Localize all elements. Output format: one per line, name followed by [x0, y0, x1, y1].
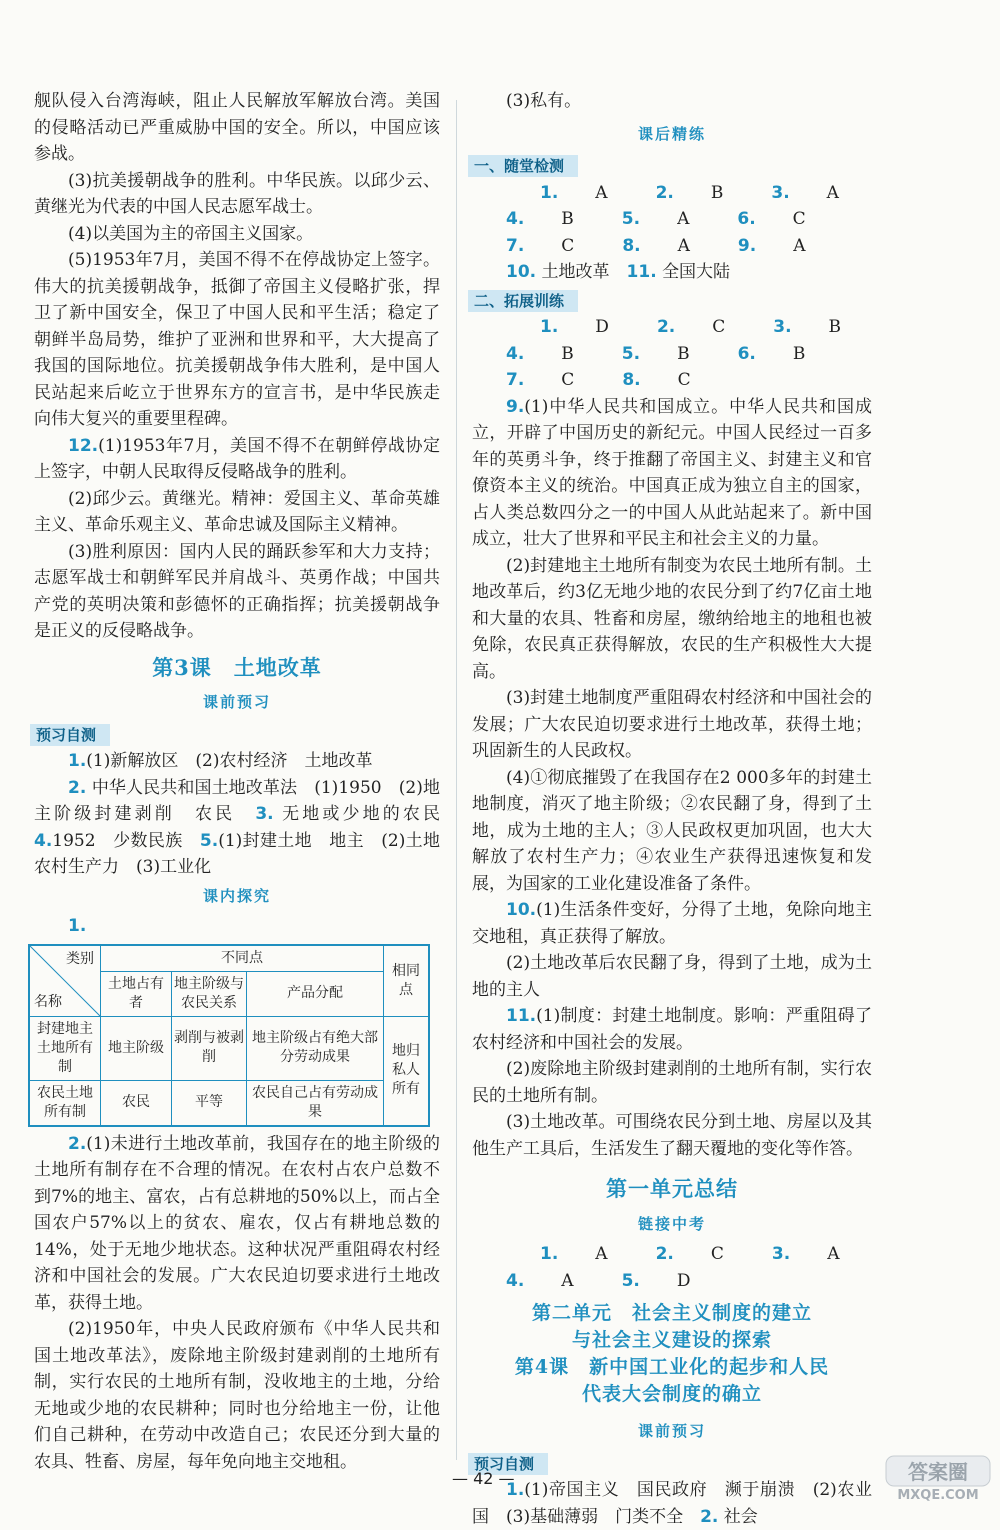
- paragraph: (3)抗美援朝战争的胜利。中华民族。以邱少云、黄继光为代表的中国人民志愿军战士。: [34, 170, 440, 217]
- answer-item: [588, 233, 690, 260]
- table-row: [29, 1016, 429, 1080]
- answer-item: [472, 206, 574, 233]
- paragraph: (4)以美国为主的帝国主义国家。: [68, 223, 314, 244]
- question-number: 2.: [655, 182, 674, 203]
- left-column: [34, 88, 458, 1475]
- paragraph: 舰队侵入台湾海峡，阻止人民解放军解放台湾。美国的侵略活动已严重威胁中国的安全。所以，中国应该参战。: [34, 91, 440, 164]
- question-number: 9.: [506, 396, 525, 417]
- question-number: 1.: [68, 916, 87, 936]
- answer-item: [738, 1241, 840, 1268]
- answer-item: [588, 367, 690, 394]
- answer-letter: B: [828, 317, 842, 337]
- answer-letter: B: [561, 343, 574, 364]
- header-same: 相同点: [384, 945, 430, 1017]
- answer-item: [472, 233, 574, 260]
- question-number: 3.: [771, 182, 790, 203]
- answer-item: [704, 233, 806, 260]
- answer-line-10-11: [472, 259, 872, 286]
- question-number: 11.: [626, 262, 657, 282]
- table-cell: 剥削与被剥削: [172, 1016, 247, 1080]
- answer-item: [588, 1268, 691, 1295]
- paragraph: (2)土地改革后农民翻了身，得到了土地，成为土地的主人: [472, 953, 872, 1000]
- answer-text: 中华人民共和国土地改革法 (1)1950 (2)地主阶级封建剥削 农民: [34, 777, 440, 824]
- answer-letter: B: [792, 343, 806, 364]
- answer-item: [588, 341, 690, 368]
- answer-letter: A: [595, 1244, 608, 1264]
- answer-list-1: [472, 180, 872, 260]
- question-number: 10.: [506, 262, 537, 282]
- question-number: 2.: [68, 1133, 87, 1154]
- answer-item: [622, 180, 724, 207]
- answer-letter: C: [792, 209, 806, 229]
- section-title-link-exam: 链接中考: [637, 1214, 706, 1233]
- answer-letter: A: [826, 182, 839, 203]
- question-number: 5.: [621, 209, 641, 229]
- question-number: 3.: [773, 317, 792, 337]
- answer-text: 社会: [723, 1506, 758, 1527]
- column-divider: [456, 100, 457, 1460]
- comparison-table: [28, 944, 430, 1127]
- question-number: 1.: [506, 1480, 525, 1500]
- answer-item: [506, 314, 609, 341]
- question-number: 5.: [621, 343, 641, 364]
- section-title-in-class: 课内探究: [202, 886, 271, 905]
- answer-item: [737, 180, 839, 207]
- answer-item: [703, 206, 805, 233]
- question-number: 3.: [771, 1244, 791, 1264]
- question-number: 4.: [506, 209, 525, 229]
- answer-item: [623, 314, 725, 341]
- table-cell: 平等: [172, 1080, 247, 1126]
- answer-item: [622, 1241, 724, 1268]
- corner-label-name: 名称: [34, 993, 62, 1010]
- answer-text: (1)制度：封建土地制度。影响：严重阻碍了农村经济和中国社会的发展。: [472, 1006, 872, 1053]
- answer-text: 1952 少数民族: [52, 830, 183, 851]
- question-number: 1.: [68, 751, 87, 771]
- answer-item: [739, 314, 841, 341]
- answer-letter: C: [561, 235, 575, 256]
- preview-q1: [34, 748, 440, 775]
- question-number: 9.: [737, 235, 757, 256]
- section-title-pre-preview: 课前预习: [202, 693, 271, 711]
- table-corner-cell: [29, 945, 101, 1017]
- paragraph: (3)土地改革。可围绕农民分到土地、房屋以及其他生产工具后，生活发生了翻天覆地的变化等作答。: [472, 1112, 872, 1159]
- lesson-4-title-line2: 代表大会制度的确立: [581, 1383, 762, 1405]
- unit-2-title-line2: 与社会主义建设的探索: [571, 1329, 772, 1351]
- paragraph: (2)1950年，中央人民政府颁布《中华人民共和国土地改革法》，废除地主阶级封建剥削的土地所有制，实行农民的土地所有制，没收地主的土地，分给无地或少地的农民耕种；同时也分给地主一份，让他们自己耕种，在劳动中改造自己；农民还分到大量的农具、牲畜、房屋，每年免向地主交地租。: [34, 1319, 440, 1472]
- question-number: 7.: [506, 235, 525, 256]
- question-number: 11.: [506, 1006, 537, 1026]
- answer-letter: C: [561, 370, 575, 390]
- paragraph: (3)封建土地制度严重阻碍农村经济和中国社会的发展；广大农民迫切要求进行土地改革，获得土地；巩固新生的人民政权。: [472, 688, 872, 761]
- answer-item: [704, 341, 806, 368]
- answer-letter: C: [710, 1244, 724, 1264]
- answer-text: (1)生活条件变好，分得了土地，免除向地主交地租，真正获得了解放。: [472, 900, 872, 947]
- paragraph: (3)胜利原因：国内人民的踊跃参军和大力支持；志愿军战士和朝鲜军民并肩战斗、英勇作战；中国共产党的英明决策和彭德怀的正确指挥；抗美援朝战争是正义的反侵略战争。: [34, 541, 440, 641]
- question-number: 1.: [540, 182, 559, 203]
- question-number: 12.: [68, 435, 99, 456]
- answer-list-exam: [472, 1241, 872, 1294]
- header-diff: 不同点: [101, 945, 384, 972]
- question-number: 3.: [255, 804, 274, 824]
- answer-text: (1)新解放区 (2)农村经济 土地改革: [86, 751, 373, 771]
- table-cell-same: 地归私人所有: [384, 1016, 430, 1126]
- section-title-pre-preview-2: 课前预习: [637, 1422, 706, 1440]
- in-class-q2: [34, 1131, 440, 1317]
- question-number: 4.: [34, 830, 53, 851]
- section-title-after-class: 课后精练: [637, 124, 706, 143]
- question-10: [472, 897, 872, 950]
- paragraph: (4)①彻底摧毁了在我国存在2 000多年的封建土地制度，消灭了地主阶级；②农民翻了身，得到了土地，成为土地的主人；③人民政权更加巩固，也大大解放了农村生产力；④农业生产获得迅速恢复和发展，为国家的工业化建设准备了条件。: [472, 767, 872, 894]
- answer-letter: B: [561, 209, 574, 229]
- section-tag-self-test-2: 预习自测: [468, 1453, 548, 1475]
- answer-item: [506, 1241, 608, 1268]
- answer-letter: C: [677, 370, 691, 390]
- question-number: 10.: [506, 900, 537, 920]
- question-number: 2.: [68, 777, 87, 798]
- answer-text: (1)未进行土地改革前，我国存在的地主阶级的土地所有制存在不合理的情况。在农村占农户总数不到7%的地主、富农，占有总耕地的50%以上，而占全国农户57%以上的贫农、雇农，仅占有耕地总数的14%，处于无地少地状态。这种状况严重阻碍农村经济和中国社会的发展。广大农民迫切要求进行土地改革，获得土地。: [34, 1133, 440, 1313]
- header-distribution: 产品分配: [247, 971, 384, 1016]
- answer-letter: A: [595, 182, 608, 203]
- answer-text: (1)1953年7月，美国不得不在朝鲜停战协定上签字，中朝人民取得反侵略战争的胜利。: [34, 435, 440, 482]
- question-number: 4.: [506, 343, 525, 364]
- answer-letter: A: [793, 235, 806, 256]
- answer-text: (1)帝国主义 国民政府 濒于崩溃 (2)农业国 (3)基础薄弱 门类不全: [472, 1480, 872, 1527]
- right-column: [472, 88, 872, 1530]
- paragraph: (2)封建地主土地所有制变为农民土地所有制。土地改革后，约3亿无地少地的农民分到了约7亿亩土地和大量的农具、牲畜和房屋，缴纳给地主的地租也被免除，农民真正获得解放，农民的生产积极性大大提高。: [472, 555, 872, 682]
- question-number: 2.: [700, 1506, 719, 1527]
- question-number: 8.: [622, 370, 641, 390]
- paragraph: (2)废除地主阶级封建剥削的土地所有制，实行农民的土地所有制。: [472, 1059, 872, 1106]
- answer-item: [506, 180, 608, 207]
- section-tag-in-class-test: 一、随堂检测: [468, 155, 578, 177]
- table-cell: 农民自己占有劳动成果: [247, 1080, 384, 1126]
- answer-text: 无地或少地的农民: [282, 804, 441, 824]
- answer-letter: B: [677, 343, 690, 364]
- unit-2-title-line1: 第二单元 社会主义制度的建立: [531, 1302, 812, 1324]
- preview-q2-5: [34, 775, 458, 881]
- answer-letter: D: [676, 1270, 691, 1291]
- table-cell: 农民土地所有制: [29, 1080, 101, 1126]
- answer-item: [472, 1268, 574, 1295]
- question-9: [472, 394, 872, 553]
- table-cell: 农民: [101, 1080, 172, 1126]
- paragraph: (3)私有。: [506, 91, 582, 111]
- lesson4-preview: [472, 1477, 872, 1530]
- header-land-owner: 土地占有者: [101, 971, 172, 1016]
- corner-label-category: 类别: [66, 950, 94, 967]
- answer-item: [472, 367, 574, 394]
- question-number: 7.: [506, 370, 525, 390]
- answer-letter: A: [561, 1270, 574, 1291]
- table-cell: 封建地主土地所有制: [29, 1016, 101, 1080]
- question-number: 2.: [656, 317, 676, 337]
- watermark-icon: [885, 1455, 991, 1503]
- answer-text: (1)封建土地 地主 (2)土地 农村生产力 (3)工业化: [34, 830, 458, 877]
- answer-item: [472, 341, 574, 368]
- svg-text:MXQE.COM: MXQE.COM: [897, 1488, 979, 1503]
- table-cell: 地主阶级: [101, 1016, 172, 1080]
- question-number: 2.: [655, 1244, 674, 1264]
- watermark-logo: [885, 1455, 991, 1503]
- section-tag-self-test: 预习自测: [30, 724, 110, 746]
- question-number: 6.: [737, 209, 756, 229]
- question-number: 6.: [737, 343, 756, 364]
- question-11: [472, 1003, 872, 1056]
- paragraph: (2)邱少云。黄继光。精神：爱国主义、革命英雄主义、革命乐观主义、革命忠诚及国际主义精神。: [34, 488, 440, 535]
- svg-text:答案圈: 答案圈: [908, 1460, 968, 1484]
- question-number: 5.: [621, 1270, 640, 1291]
- answer-letter: D: [595, 317, 609, 337]
- answer-item: [588, 206, 690, 233]
- in-class-q1: [34, 913, 440, 940]
- question-number: 1.: [540, 317, 559, 337]
- answer-letter: A: [677, 209, 690, 229]
- lesson-3-title: 第3课 土地改革: [152, 654, 322, 680]
- answer-letter: A: [827, 1244, 840, 1264]
- page-number: — 42 —: [452, 1469, 515, 1488]
- question-12: [34, 433, 440, 486]
- lesson-4-title-line1: 第4课 新中国工业化的起步和人民: [514, 1356, 830, 1378]
- question-number: 8.: [622, 235, 641, 256]
- section-tag-extension: 二、拓展训练: [468, 290, 578, 312]
- question-number: 4.: [506, 1270, 525, 1291]
- unit-1-summary-title: 第一单元总结: [606, 1176, 738, 1201]
- answer-text: (1)中华人民共和国成立。中华人民共和国成立，开辟了中国历史的新纪元。中国人民经过一百多年的英勇斗争，终于推翻了帝国主义、封建主义和官僚资本主义的统治。中国真正成为独立自主的国家，占人类总数四分之一的中国人从此站起来了。新中国成立，壮大了世界和平民主和社会主义的力量。: [472, 396, 872, 549]
- answer-list-2: [472, 314, 872, 394]
- answer-letter: B: [710, 182, 724, 203]
- answer-letter: C: [712, 317, 726, 337]
- header-relation: 地主阶级与农民关系: [172, 971, 247, 1016]
- answer-letter: A: [677, 235, 690, 256]
- table-row: [29, 1080, 429, 1126]
- paragraph: (5)1953年7月，美国不得不在停战协定上签字。伟大的抗美援朝战争，抵御了帝国主义侵略扩张，捍卫了新中国安全，保卫了中国人民和平生活；稳定了朝鲜半岛局势，维护了亚洲和世界和平，大大提高了我国的国际地位。抗美援朝战争伟大胜利，是中国人民站起来后屹立于世界东方的宣言书，是中华民族走向伟大复兴的重要里程碑。: [34, 250, 440, 429]
- table-cell: 地主阶级占有绝大部分劳动成果: [247, 1016, 384, 1080]
- answer-text: 全国大陆: [662, 262, 731, 282]
- answer-text: 土地改革: [541, 262, 610, 282]
- question-number: 1.: [540, 1244, 559, 1264]
- question-number: 5.: [199, 830, 219, 851]
